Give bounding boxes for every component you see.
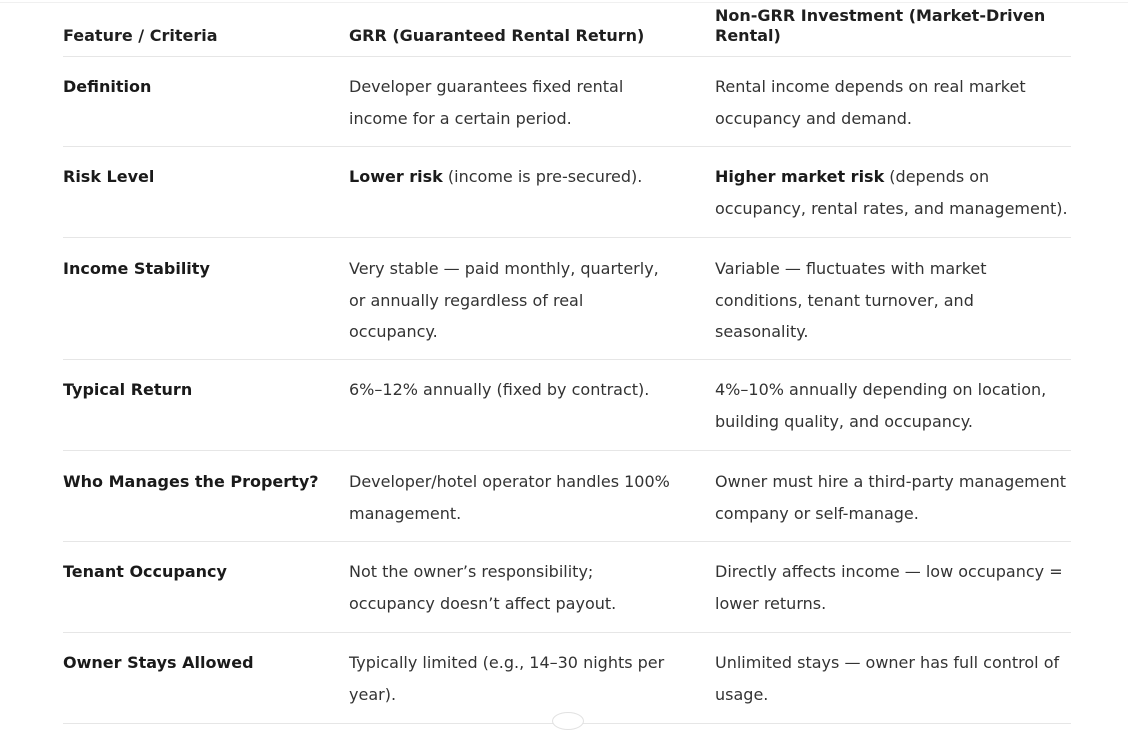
row-feature-label: Who Manages the Property? bbox=[63, 472, 319, 491]
row-non-grr-cell bbox=[715, 71, 1075, 134]
comparison-table bbox=[63, 0, 1071, 724]
row-grr-text: (income is pre-secured). bbox=[442, 167, 643, 186]
row-non-grr-cell bbox=[715, 647, 1075, 710]
row-grr-cell bbox=[349, 466, 694, 529]
row-grr-cell bbox=[349, 161, 694, 193]
row-non-grr-cell bbox=[715, 374, 1075, 437]
row-feature-label: Typical Return bbox=[63, 380, 193, 399]
row-non-grr-cell bbox=[715, 466, 1075, 529]
row-non-grr-text: 4%–10% annually depending on location, building quality, and occupancy. bbox=[715, 380, 1047, 431]
row-non-grr-text: Owner must hire a third-party management company or self-manage. bbox=[715, 472, 1067, 523]
row-feature-label: Tenant Occupancy bbox=[63, 562, 227, 581]
row-grr-text: Developer guarantees fixed rental income for a certain period. bbox=[349, 77, 624, 128]
row-non-grr-bold: Higher market risk bbox=[715, 167, 885, 186]
row-grr-text: Very stable — paid monthly, quarterly, or annually regardless of real occupancy. bbox=[349, 259, 659, 341]
table-row bbox=[63, 57, 1071, 147]
table-row bbox=[63, 542, 1071, 633]
row-grr-text: Not the owner’s responsibility; occupancy doesn’t affect payout. bbox=[349, 562, 617, 613]
table-row bbox=[63, 451, 1071, 542]
header-non-grr: Non-GRR Investment (Market-Driven Rental) bbox=[715, 6, 1046, 45]
header-grr: GRR (Guaranteed Rental Return) bbox=[349, 26, 645, 45]
scroll-down-button[interactable] bbox=[552, 712, 584, 730]
row-grr-text: Developer/hotel operator handles 100% management. bbox=[349, 472, 670, 523]
row-non-grr-cell bbox=[715, 253, 1075, 348]
row-feature-label: Income Stability bbox=[63, 259, 210, 278]
table-row bbox=[63, 633, 1071, 724]
row-non-grr-text: Rental income depends on real market occupancy and demand. bbox=[715, 77, 1026, 128]
row-grr-cell bbox=[349, 647, 694, 710]
row-grr-cell bbox=[349, 71, 694, 134]
table-row bbox=[63, 238, 1071, 360]
table-header-row bbox=[63, 0, 1071, 57]
row-feature-label: Owner Stays Allowed bbox=[63, 653, 254, 672]
header-feature: Feature / Criteria bbox=[63, 26, 218, 45]
row-grr-text: Typically limited (e.g., 14–30 nights per year). bbox=[349, 653, 665, 704]
table-row bbox=[63, 147, 1071, 238]
row-non-grr-cell bbox=[715, 556, 1075, 619]
row-non-grr-text: Directly affects income — low occupancy = lower returns. bbox=[715, 562, 1063, 613]
row-non-grr-cell bbox=[715, 161, 1075, 224]
row-non-grr-text: Unlimited stays — owner has full control of usage. bbox=[715, 653, 1060, 704]
row-non-grr-text: Variable — fluctuates with market conditions, tenant turnover, and seasonality. bbox=[715, 259, 987, 341]
row-grr-bold: Lower risk bbox=[349, 167, 443, 186]
row-feature-label: Definition bbox=[63, 77, 152, 96]
row-non-grr-text: (depends on occupancy, rental rates, and management). bbox=[715, 167, 1068, 218]
row-feature-label: Risk Level bbox=[63, 167, 155, 186]
row-grr-cell bbox=[349, 253, 694, 348]
row-grr-cell bbox=[349, 374, 694, 406]
row-grr-cell bbox=[349, 556, 694, 619]
row-grr-text: 6%–12% annually (fixed by contract). bbox=[349, 380, 650, 399]
table-row bbox=[63, 360, 1071, 451]
